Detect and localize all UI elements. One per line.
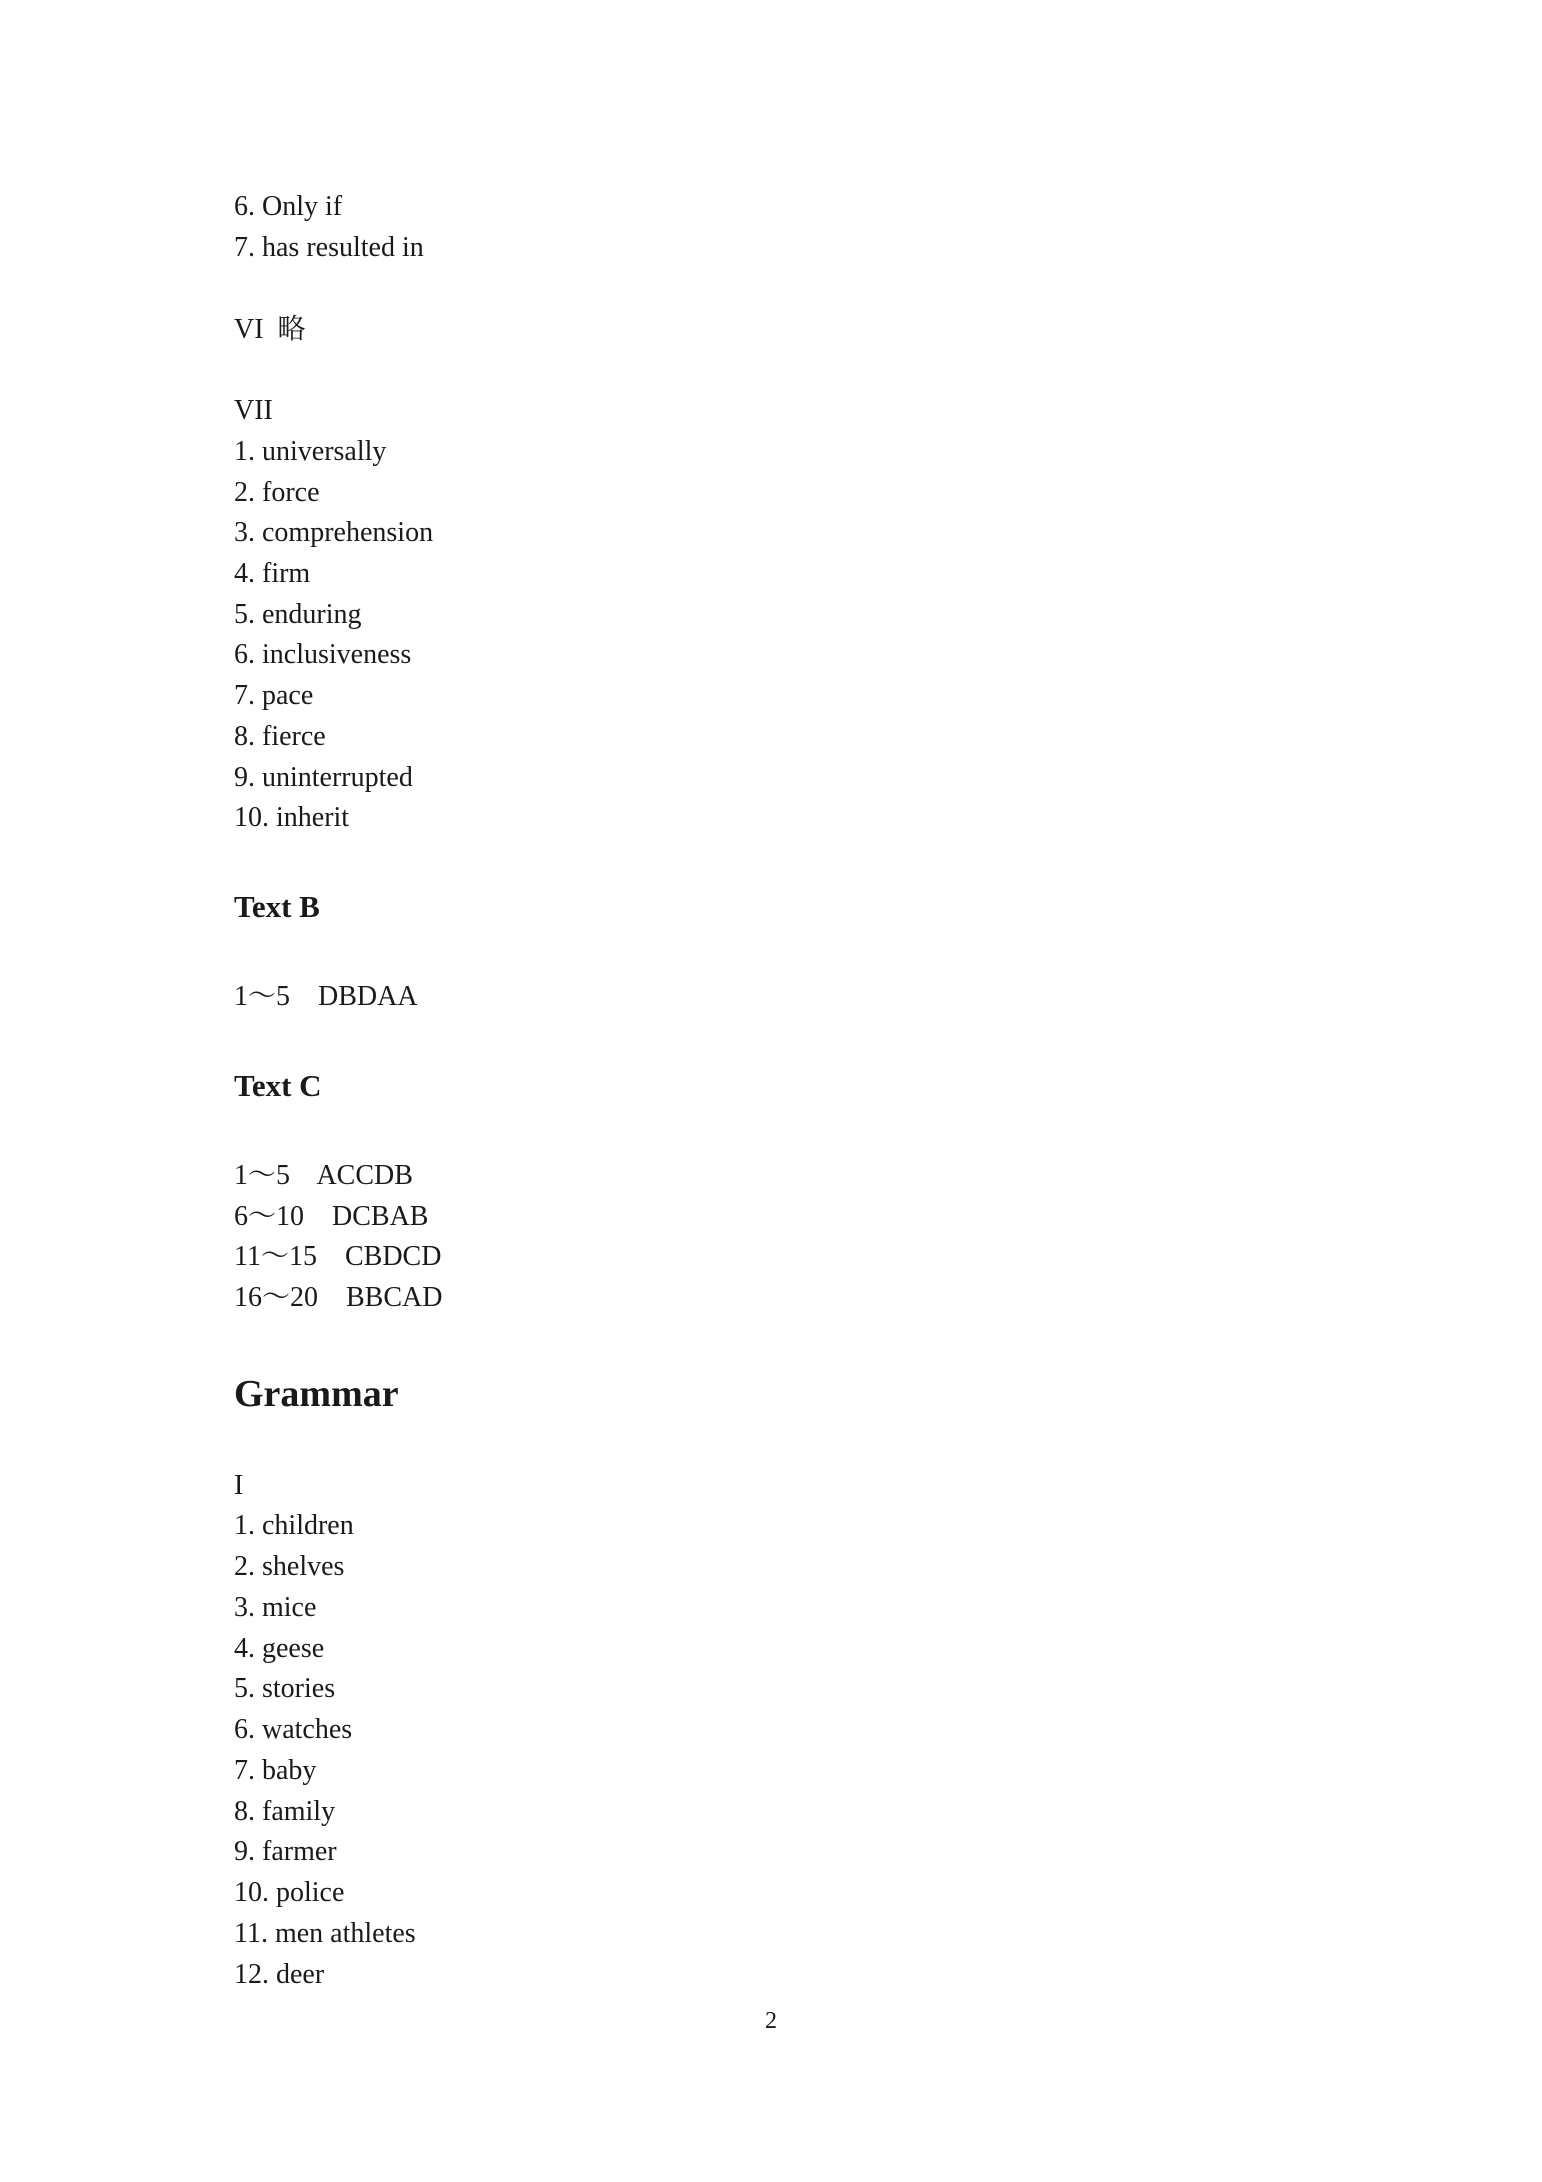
section-label-vi: VI 略 [234, 314, 306, 345]
answer-item: 11～15 CBDCD [234, 1241, 442, 1272]
answer-item: 1～5 DBDAA [234, 981, 418, 1012]
answer-item: 6. watches [234, 1714, 353, 1745]
answer-item: 12. deer [234, 1959, 325, 1990]
text-c-heading: Text C [234, 1068, 322, 1103]
answer-item: 4. geese [234, 1633, 325, 1664]
answer-item: 16～20 BBCAD [234, 1282, 443, 1313]
answer-item: 8. fierce [234, 721, 326, 752]
answer-item: 3. comprehension [234, 517, 434, 548]
page-number: 2 [765, 2008, 777, 2034]
grammar-heading: Grammar [234, 1373, 399, 1415]
answer-item: 4. firm [234, 558, 311, 589]
answer-item: 9. uninterrupted [234, 762, 413, 793]
answer-item: 6. Only if [234, 191, 343, 222]
text-b-heading: Text B [234, 889, 320, 924]
answer-item: 11. men athletes [234, 1918, 416, 1949]
answer-item: 10. police [234, 1877, 345, 1908]
section-label-i: I [234, 1470, 244, 1501]
answer-item: 1～5 ACCDB [234, 1160, 413, 1191]
answer-item: 9. farmer [234, 1836, 337, 1867]
answer-item: 7. has resulted in [234, 232, 424, 263]
answer-item: 6～10 DCBAB [234, 1201, 429, 1232]
answer-item: 1. universally [234, 436, 387, 467]
answer-item: 5. enduring [234, 599, 362, 630]
answer-item: 7. baby [234, 1755, 317, 1786]
answer-item: 1. children [234, 1510, 354, 1541]
answer-item: 3. mice [234, 1592, 317, 1623]
answer-item: 5. stories [234, 1673, 336, 1704]
answer-item: 8. family [234, 1796, 336, 1827]
answer-item: 10. inherit [234, 802, 350, 833]
answer-item: 2. force [234, 477, 320, 508]
answer-item: 6. inclusiveness [234, 639, 412, 670]
answer-item: 7. pace [234, 680, 314, 711]
answer-item: 2. shelves [234, 1551, 345, 1582]
section-label-vii: VII [234, 395, 273, 426]
